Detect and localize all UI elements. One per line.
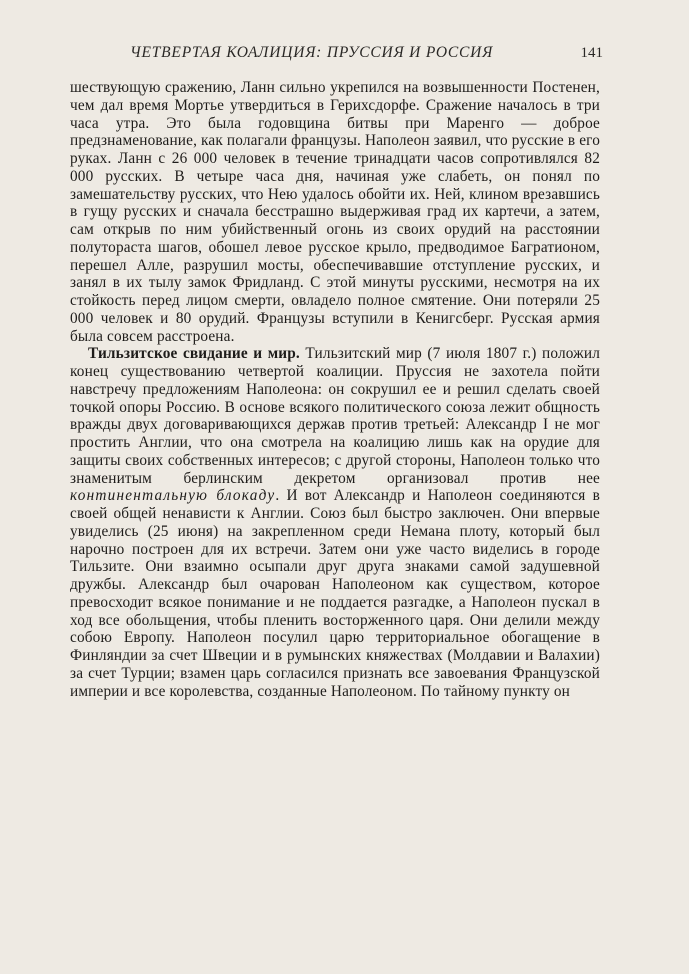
paragraph-tilsit (70, 345, 600, 700)
running-title: ЧЕТВЕРТАЯ КОАЛИЦИЯ: ПРУССИЯ И РОССИЯ (130, 44, 494, 61)
paragraph-text-part: Тильзитский мир (7 июля 1807 г.) положил конец существованию четвертой коалиции. Пруссия не захотела пойти навстречу предложениям Наполеона: он сокрушил ее и решил сделать своей точкой опоры Россию. В основе всякого политического союза лежит общность вражды двух договаривающихся держав против третьей: Александр I не мог простить Англии, что она смотрела на коалицию лишь как на орудие для защиты своих собственных интересов; с другой стороны, Наполеон только что знаменитым берлинским декретом организовал против нее (70, 345, 600, 487)
emphasized-term: континентальную блокаду (70, 487, 276, 505)
body-text (70, 79, 600, 700)
section-heading: Тильзитское свидание и мир. (88, 345, 300, 363)
page-header (130, 44, 603, 68)
paragraph-text-part: . И вот Александр и Наполеон соединяются в своей общей ненависти к Англии. Союз был быстро заключен. Они впервые увиделись (25 июня) на закрепленном среди Немана плоту, который был нарочно построен для их встречи. Затем они уже часто виделись в городе Тильзите. Они взаимно осыпали друг друга знаками самой задушевной дружбы. Александр был очарован Наполеоном как существом, которое превосходит всякое понимание и не поддается разгадке, а Наполеон пускал в ход все обольщения, чтобы пленить восторженного царя. Они делили между собою Европу. Наполеон посулил царю территориальное обогащение в Финляндии за счет Швеции и в румынских княжествах (Молдавии и Валахии) за счет Турции; взамен царь согласился признать все завоевания Французской империи и все королевства, созданные Наполеоном. По тайному пункту он (70, 487, 600, 700)
paragraph-continuation: шествующую сражению, Ланн сильно укрепился на возвышенности Постенен, чем дал время Мортье утвердиться в Герихсдорфе. Сражение началось в три часа утра. Это была годовщина битвы при Маренго — доброе предзнаменование, как полагали французы. Наполеон заявил, что русские в его руках. Ланн с 26 000 человек в течение тринадцати часов сопротивлялся 82 000 русских. В четыре часа дня, начиная уже слабеть, он понял по замешательству русских, что Нею удалось обойти их. Ней, клином врезавшись в гущу русских и сначала бесстрашно выдерживая град их картечи, а затем, сам открыв по ним убийственный огонь из своих орудий на расстоянии полутораста шагов, обошел левое русское крыло, предводимое Багратионом, перешел Алле, разрушил мосты, обеспечивавшие отступление русских, и занял в их тылу замок Фридланд. С этой минуты русскими, несмотря на их стойкость перед лицом смерти, овладело полное смятение. Они потеряли 25 000 человек и 80 орудий. Французы вступили в Кенигсберг. Русская армия была совсем расстроена. (70, 79, 600, 345)
page-number: 141 (580, 45, 603, 61)
